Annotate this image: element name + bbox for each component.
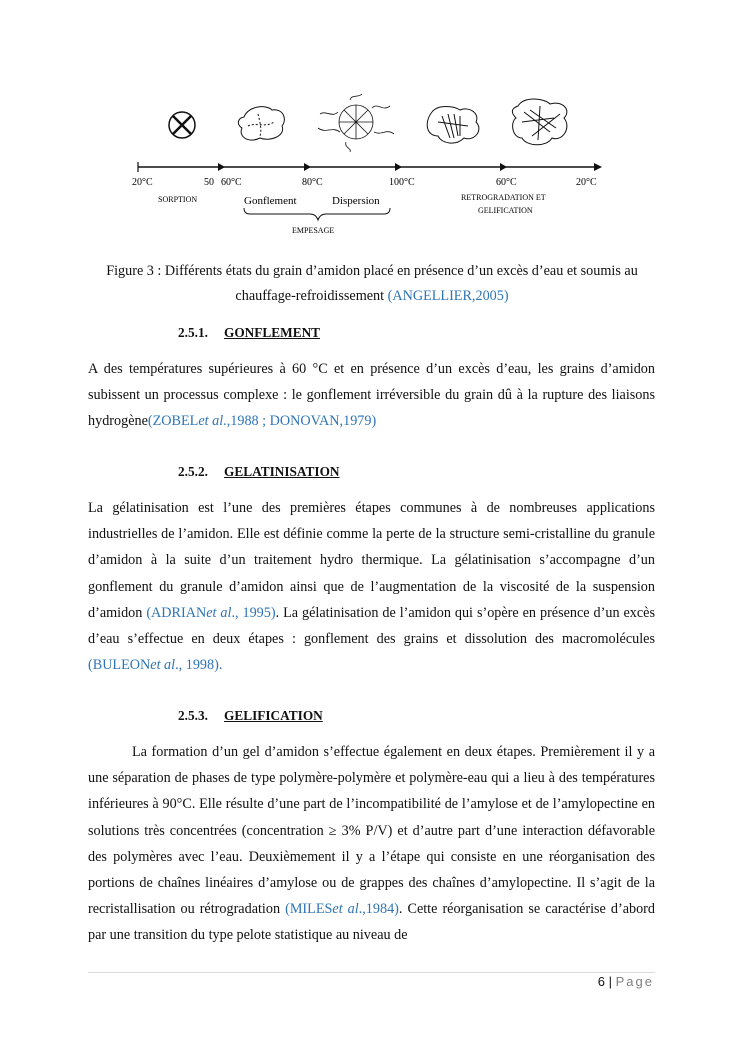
gel-grain-drawing	[512, 99, 567, 145]
section-number: 2.5.3.	[178, 708, 208, 723]
citation: (ZOBELet al.,1988 ; DONOVAN,1979)	[147, 413, 377, 430]
caption-text: Figure 3 : Différents états du grain d’amidon placé en présence d’un excès d’eau et soumis au chauffage-refroidissement	[106, 263, 638, 304]
empesage-brace	[244, 208, 390, 220]
paragraph-text: La formation d’un gel d’amidon s’effectue également en deux étapes. Premièrement il y a une séparation de phases de type polymère-polymère et polymère-eau qui a lieu à des températures inférieures à 90°C. Elle résulte d’une part de l’incompatibilité de l’amylose et de l’amylopectine en solutions très concentrées (concentration ≥ 3% P/V) et d’autre part d’une interaction défavorable des polymères avec l’eau. Deuxièmement il y a l’étape qui consiste en une réorganisation des portions de chaînes linéaires d’amylose ou de grappes des chaînes d’amylopectine. Il s’agit de la recristallisation ou rétrogradation	[88, 744, 655, 918]
native-grain-drawing	[169, 112, 195, 138]
paragraph-text: . Cette réorganisation se caractérise d’abord par une transition du type pelote statistique au niveau de	[88, 901, 655, 944]
footer-separator: |	[608, 974, 612, 989]
paragraph-gelatinisation	[88, 495, 655, 678]
axis-arrow	[594, 163, 602, 171]
figure-caption	[88, 259, 656, 309]
phase-gonflement-label: Gonflement	[244, 195, 297, 207]
temp-label: 20°C	[576, 177, 597, 188]
section-title: GELIFICATION	[224, 708, 323, 723]
paragraph-text: . La gélatinisation de l’amidon qui s’opère en présence d’un excès d’eau s’effectue en deux étapes : gonflement des grains et dissolution des macromolécules	[88, 604, 655, 648]
section-title: GONFLEMENT	[224, 325, 321, 340]
section-heading-gonflement	[178, 325, 320, 341]
phase-retro-label-2: GELIFICATION	[478, 206, 533, 215]
paragraph-gonflement	[88, 356, 655, 435]
temp-label: 60°C	[221, 177, 242, 188]
section-number: 2.5.2.	[178, 464, 208, 479]
footer-rule	[88, 972, 655, 973]
paragraph-gelification	[88, 739, 655, 949]
paragraph-text: La gélatinisation est l’une des premières étapes communes à de nombreuses applications industrielles de l’amidon. Elle est définie comme la perte de la structure semi-cristalline du granule d’amidon à la suite d’un traitement hydro thermique. La gélatinisation s’accompagne d’un gonflement du granule d’amidon ainsi que de l’augmentation de la viscosité de la suspension d’amidon	[88, 500, 655, 621]
temp-label: 20°C	[132, 177, 153, 188]
section-title: GELATINISATION	[224, 464, 340, 479]
page-footer	[598, 974, 654, 989]
phase-sorption-label: SORPTION	[158, 195, 198, 204]
temp-label: 80°C	[302, 177, 323, 188]
citation: (BULEONet al., 1998).	[88, 657, 223, 674]
temp-label: 60°C	[496, 177, 517, 188]
page-word: Page	[615, 974, 654, 989]
starch-grain-states-figure	[120, 92, 620, 237]
retrograding-grain-drawing	[427, 107, 479, 144]
citation: (ADRIANet al., 1995)	[146, 604, 276, 621]
phase-empesage-label: EMPESAGE	[292, 226, 335, 235]
citation: (MILESet al.,1984)	[285, 901, 399, 918]
temp-label: 50	[204, 177, 214, 188]
swelling-grain-drawing	[238, 107, 284, 140]
section-heading-gelatinisation	[178, 464, 340, 480]
section-heading-gelification	[178, 708, 323, 724]
temp-label: 100°C	[389, 177, 415, 188]
caption-citation: (ANGELLIER,2005)	[387, 288, 509, 304]
phase-dispersion-label: Dispersion	[332, 195, 380, 207]
section-number: 2.5.1.	[178, 325, 208, 340]
page-number: 6	[597, 974, 605, 989]
dispersing-grain-drawing	[318, 94, 394, 152]
phase-retro-label-1: RETROGRADATION ET	[461, 193, 546, 202]
paragraph-text: A des températures supérieures à 60 °C et en présence d’un excès d’eau, les grains d’amidon subissent un processus complexe : le gonflement irréversible du grain dû à la rupture des liaisons hydrogène	[88, 361, 655, 430]
